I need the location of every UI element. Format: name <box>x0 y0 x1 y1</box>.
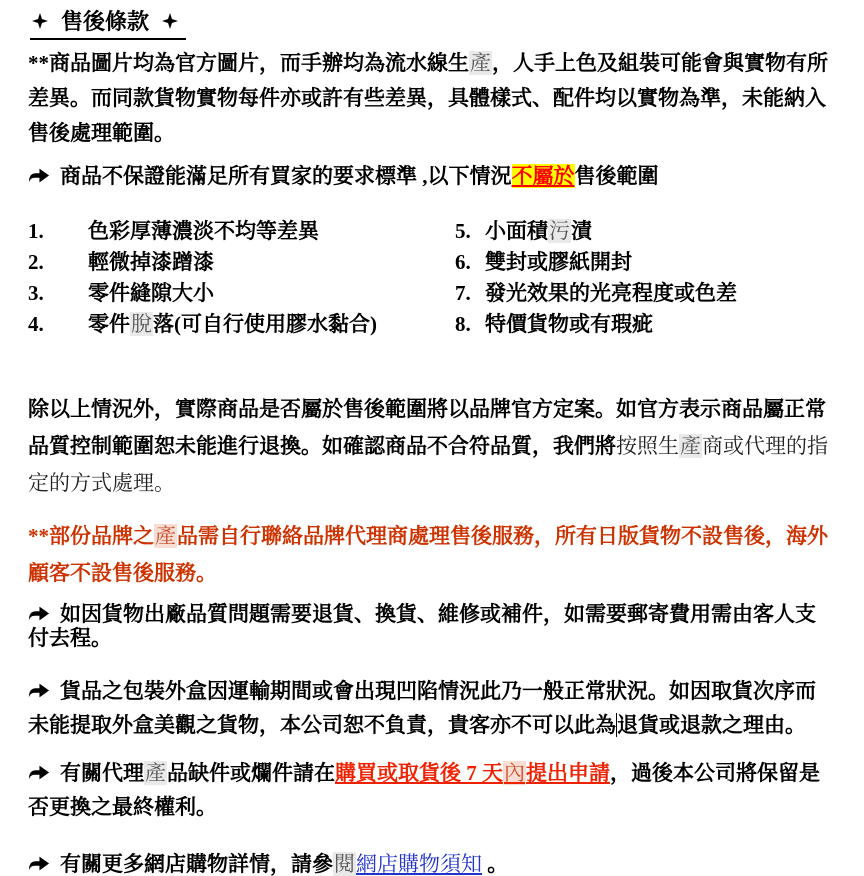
notice-text: 商品不保證能滿足所有買家的要求標準 ,以下情況 <box>60 164 512 188</box>
star-icon <box>32 13 48 29</box>
item-number: 3. <box>28 281 44 305</box>
brand-note-text: **部份品牌之 <box>28 524 154 548</box>
claim-window-text: 購買或取貨後 7 天 <box>335 761 503 785</box>
list-item <box>28 312 455 336</box>
item-text: 輕微掉漆蹭漆 <box>88 250 214 274</box>
fallback-char: 內 <box>504 761 525 785</box>
star-icon <box>162 13 178 29</box>
packaging-text: 退貨或退款之理由。 <box>617 713 806 737</box>
list-item <box>455 312 836 336</box>
fallback-char: 產 <box>680 434 701 458</box>
shop-guide-link[interactable]: 網店購物須知 <box>356 852 482 876</box>
policy-paragraph <box>28 391 836 502</box>
not-covered-highlight: 不屬於 <box>511 164 575 188</box>
packaging-paragraph <box>28 674 836 742</box>
defect-text: ，過後本公司將保留是否更換之最終權利。 <box>28 761 820 819</box>
arrow-icon <box>28 855 50 872</box>
policy-text-light: 商或代理的指定的方式處理。 <box>28 434 828 495</box>
item-text: 發光效果的光亮程度或色差 <box>485 281 737 305</box>
more-info-text: 。 <box>482 852 509 876</box>
claim-window-phrase <box>335 761 610 785</box>
brand-note-text: 品需自行聯絡品牌代理商處理售後服務，所有日版貨物不設售後，海外顧客不設售後服務。 <box>28 524 828 585</box>
item-text: 小面積 <box>485 219 548 243</box>
claim-window-text: 提出申請 <box>526 761 610 785</box>
arrow-icon <box>28 605 50 622</box>
shipping-text: 如因貨物出廠品質問題需要退貨、換貨、維修或補件，如需要郵寄費用需由客人支付去程。 <box>28 602 816 650</box>
item-text: 漬 <box>571 219 592 243</box>
exclusion-list-left-column <box>28 219 455 343</box>
intro-text: ，人手上色及組裝可能會與實物有所差異。而同款貨物實物每件亦或許有些差異，具體樣式、配件均以實物為準，未能納入售後處理範圍。 <box>28 51 828 145</box>
item-text: 落(可自行使用膠水黏合) <box>153 312 377 336</box>
exclusion-list-right-column <box>455 219 836 343</box>
policy-text-light: 按照生 <box>616 434 679 458</box>
list-item <box>455 250 836 274</box>
list-item <box>455 219 836 243</box>
defect-text: 品缺件或爛件請在 <box>167 761 335 785</box>
arrow-icon <box>28 682 50 699</box>
item-text: 零件 <box>88 312 130 336</box>
page-title-text: 售後條款 <box>61 9 150 34</box>
item-text: 色彩厚薄濃淡不均等差異 <box>88 219 319 243</box>
fallback-char: 閱 <box>334 852 355 876</box>
notice-text: 售後範圍 <box>574 164 659 188</box>
more-info-line <box>28 852 836 876</box>
defect-claim-paragraph <box>28 756 836 824</box>
more-info-text: 有關更多網店購物詳情，請參 <box>60 852 333 876</box>
item-number: 6. <box>455 250 471 274</box>
shipping-line <box>28 602 836 650</box>
item-text: 特價貨物或有瑕疵 <box>485 312 653 336</box>
fallback-char: 產 <box>470 51 491 75</box>
intro-paragraph <box>28 46 836 151</box>
fallback-char: 產 <box>145 761 166 785</box>
item-text: 零件縫隙大小 <box>88 281 214 305</box>
fallback-char: 產 <box>155 524 176 548</box>
intro-text: **商品圖片均為官方圖片，而手辦均為流水線生 <box>28 51 469 75</box>
page-title <box>30 4 186 40</box>
list-item <box>28 281 455 305</box>
exclusion-list <box>28 219 836 343</box>
list-item <box>28 250 455 274</box>
item-number: 1. <box>28 219 44 243</box>
packaging-text: 貨品之包裝外盒因運輸期間或會出現凹陷情況此乃一般正常狀況。如因取貨次序而未能提取外盒美觀之貨物，本公司恕不負責，貴客亦不可以此為 <box>28 679 816 737</box>
item-number: 8. <box>455 312 471 336</box>
item-number: 7. <box>455 281 471 305</box>
arrow-icon <box>28 167 50 184</box>
fallback-char: 脫 <box>131 312 152 336</box>
item-number: 2. <box>28 250 44 274</box>
notice-line <box>28 163 836 189</box>
brand-note-paragraph <box>28 518 836 592</box>
policy-text: 除以上情況外，實際商品是否屬於售後範圍將以品牌官方定案。如官方表示商品屬正常品質控制範圍恕未能進行退換。如確認商品不合符品質，我們將 <box>28 397 826 458</box>
item-number: 4. <box>28 312 44 336</box>
item-text: 雙封或膠紙開封 <box>485 250 632 274</box>
fallback-char: 污 <box>549 219 570 243</box>
list-item <box>455 281 836 305</box>
defect-text: 有關代理 <box>60 761 144 785</box>
list-item <box>28 219 455 243</box>
item-number: 5. <box>455 219 471 243</box>
